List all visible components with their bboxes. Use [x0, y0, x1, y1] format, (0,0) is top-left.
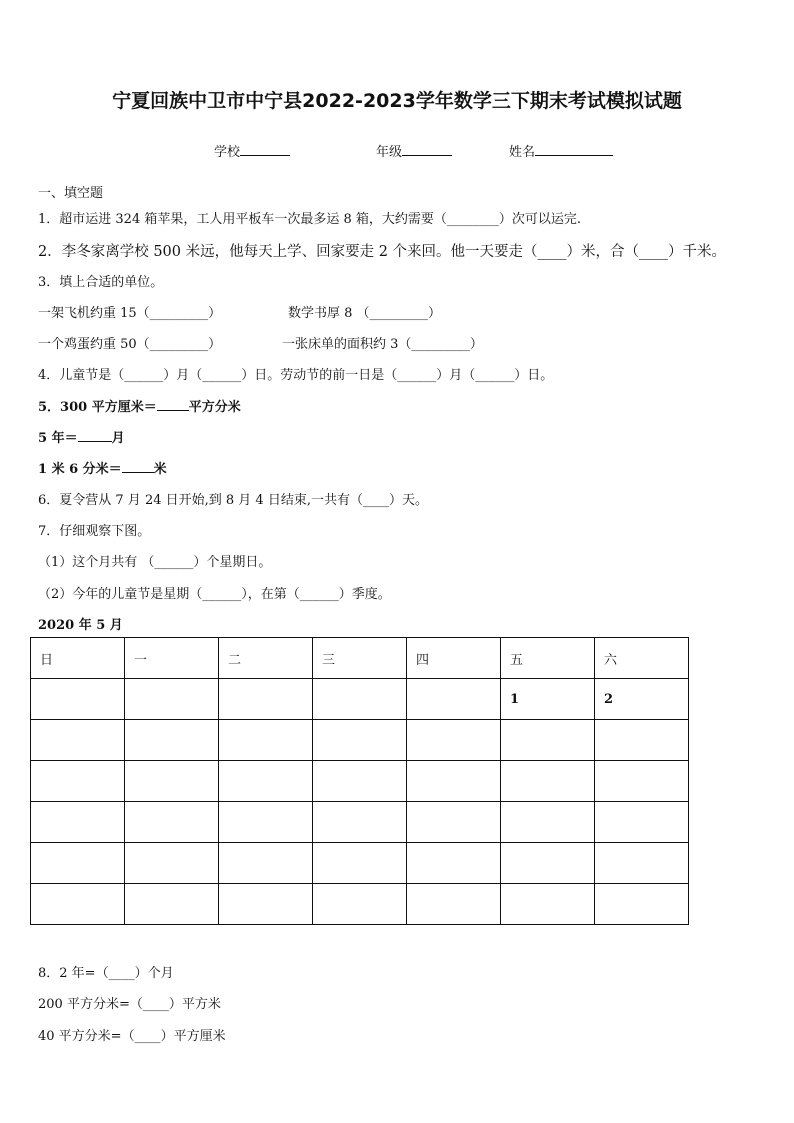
calendar-day-cell: [595, 720, 689, 761]
question-3-item-book: 数学书厚 8 （_________）: [288, 306, 442, 321]
calendar-day-cell: [31, 679, 125, 720]
calendar-header-cell: 二: [219, 638, 313, 679]
question-3-item-plane: 一架飞机约重 15（_________）: [38, 306, 222, 321]
calendar-day-cell: [219, 843, 313, 884]
school-label: 学校: [214, 145, 241, 160]
calendar-header-cell: 一: [125, 638, 219, 679]
calendar-week-row: [31, 679, 689, 720]
question-3-item-sheet: 一张床单的面积约 3（_________）: [282, 337, 483, 352]
school-field: [214, 141, 290, 160]
question-7-part-2: （2）今年的儿童节是星期（______），在第（______）季度。: [38, 587, 391, 602]
calendar-day-cell: [595, 802, 689, 843]
calendar-week-row: [31, 843, 689, 884]
name-field: [509, 141, 613, 160]
calendar-day-cell: [125, 679, 219, 720]
question-8b: 200 平方分米=（____）平方米: [38, 997, 221, 1012]
question-5b-suffix: 月: [111, 431, 125, 446]
question-5b-blank[interactable]: [78, 429, 112, 442]
calendar-day-cell: 2: [595, 679, 689, 720]
calendar-day-cell: [125, 843, 219, 884]
calendar-day-cell: [313, 843, 407, 884]
calendar-day-cell: [595, 761, 689, 802]
question-5c: [38, 458, 167, 477]
calendar-week-row: [31, 720, 689, 761]
calendar-day-cell: [219, 720, 313, 761]
calendar-header-cell: 日: [31, 638, 125, 679]
calendar-day-cell: 1: [501, 679, 595, 720]
calendar-day-cell: [313, 761, 407, 802]
question-5a-prefix: 5．300 平方厘米＝: [38, 400, 157, 415]
question-8a: 8．2 年=（____）个月: [38, 966, 174, 981]
calendar-day-cell: [219, 679, 313, 720]
calendar-day-cell: [125, 884, 219, 925]
calendar-header-cell: 五: [501, 638, 595, 679]
question-5a: [38, 396, 241, 415]
grade-label: 年级: [376, 145, 403, 160]
question-5a-blank[interactable]: [157, 398, 189, 411]
calendar-table: [30, 637, 689, 925]
calendar-header-cell: 四: [407, 638, 501, 679]
calendar-day-cell: [313, 884, 407, 925]
calendar-week-row: [31, 761, 689, 802]
calendar-day-cell: [31, 802, 125, 843]
calendar-week-row: [31, 884, 689, 925]
calendar-day-cell: [501, 884, 595, 925]
question-5c-prefix: 1 米 6 分米＝: [38, 462, 122, 477]
calendar-week-row: [31, 802, 689, 843]
calendar-day-cell: [219, 761, 313, 802]
calendar-day-cell: [313, 802, 407, 843]
calendar-day-cell: [501, 761, 595, 802]
grade-blank[interactable]: [402, 143, 452, 156]
school-blank[interactable]: [240, 143, 290, 156]
calendar-day-cell: [407, 884, 501, 925]
section-heading: 一、填空题: [38, 186, 104, 201]
calendar-day-cell: [313, 679, 407, 720]
question-7: 7．仔细观察下图。: [38, 524, 151, 539]
calendar-day-cell: [407, 679, 501, 720]
calendar-header-cell: 三: [313, 638, 407, 679]
calendar-header-row: [31, 638, 689, 679]
question-5c-suffix: 米: [153, 462, 167, 477]
calendar-day-cell: [125, 720, 219, 761]
calendar-day-cell: [595, 843, 689, 884]
name-label: 姓名: [509, 145, 536, 160]
grade-field: [376, 141, 452, 160]
calendar-day-cell: [31, 884, 125, 925]
question-5a-suffix: 平方分米: [188, 400, 241, 415]
question-3: 3．填上合适的单位。: [38, 275, 164, 290]
calendar-day-cell: [407, 720, 501, 761]
question-5b-prefix: 5 年＝: [38, 431, 78, 446]
calendar-day-cell: [501, 843, 595, 884]
calendar-day-cell: [125, 802, 219, 843]
calendar-header-cell: 六: [595, 638, 689, 679]
calendar-day-cell: [407, 761, 501, 802]
calendar-day-cell: [313, 720, 407, 761]
calendar-caption: 2020 年 5 月: [38, 618, 123, 633]
question-2: 2．李冬家离学校 500 米远，他每天上学、回家要走 2 个来回。他一天要走（____）米，合（____）千米。: [38, 244, 727, 260]
name-blank[interactable]: [535, 143, 613, 156]
question-5b: [38, 427, 125, 446]
question-8c: 40 平方分米=（____）平方厘米: [38, 1029, 226, 1044]
question-6: 6．夏令营从 7 月 24 日开始,到 8 月 4 日结束,一共有（____）天。: [38, 493, 428, 508]
question-3-item-egg: 一个鸡蛋约重 50（_________）: [38, 337, 222, 352]
calendar-day-cell: [501, 720, 595, 761]
question-1: 1．超市运进 324 箱苹果，工人用平板车一次最多运 8 箱，大约需要（________）次可以运完.: [38, 212, 582, 227]
calendar-day-cell: [125, 761, 219, 802]
calendar-day-cell: [219, 884, 313, 925]
calendar-day-cell: [407, 802, 501, 843]
calendar-day-cell: [31, 761, 125, 802]
calendar-day-cell: [407, 843, 501, 884]
calendar-day-cell: [31, 843, 125, 884]
calendar-day-cell: [31, 720, 125, 761]
question-5c-blank[interactable]: [122, 460, 154, 473]
question-4: 4．儿童节是（______）月（______）日。劳动节的前一日是（______）月（______）日。: [38, 368, 554, 383]
page-title: 宁夏回族中卫市中宁县2022-2023学年数学三下期末考试模拟试题: [112, 90, 682, 112]
calendar-day-cell: [501, 802, 595, 843]
question-7-part-1: （1）这个月共有 （______）个星期日。: [38, 555, 272, 570]
calendar-day-cell: [219, 802, 313, 843]
calendar-day-cell: [595, 884, 689, 925]
